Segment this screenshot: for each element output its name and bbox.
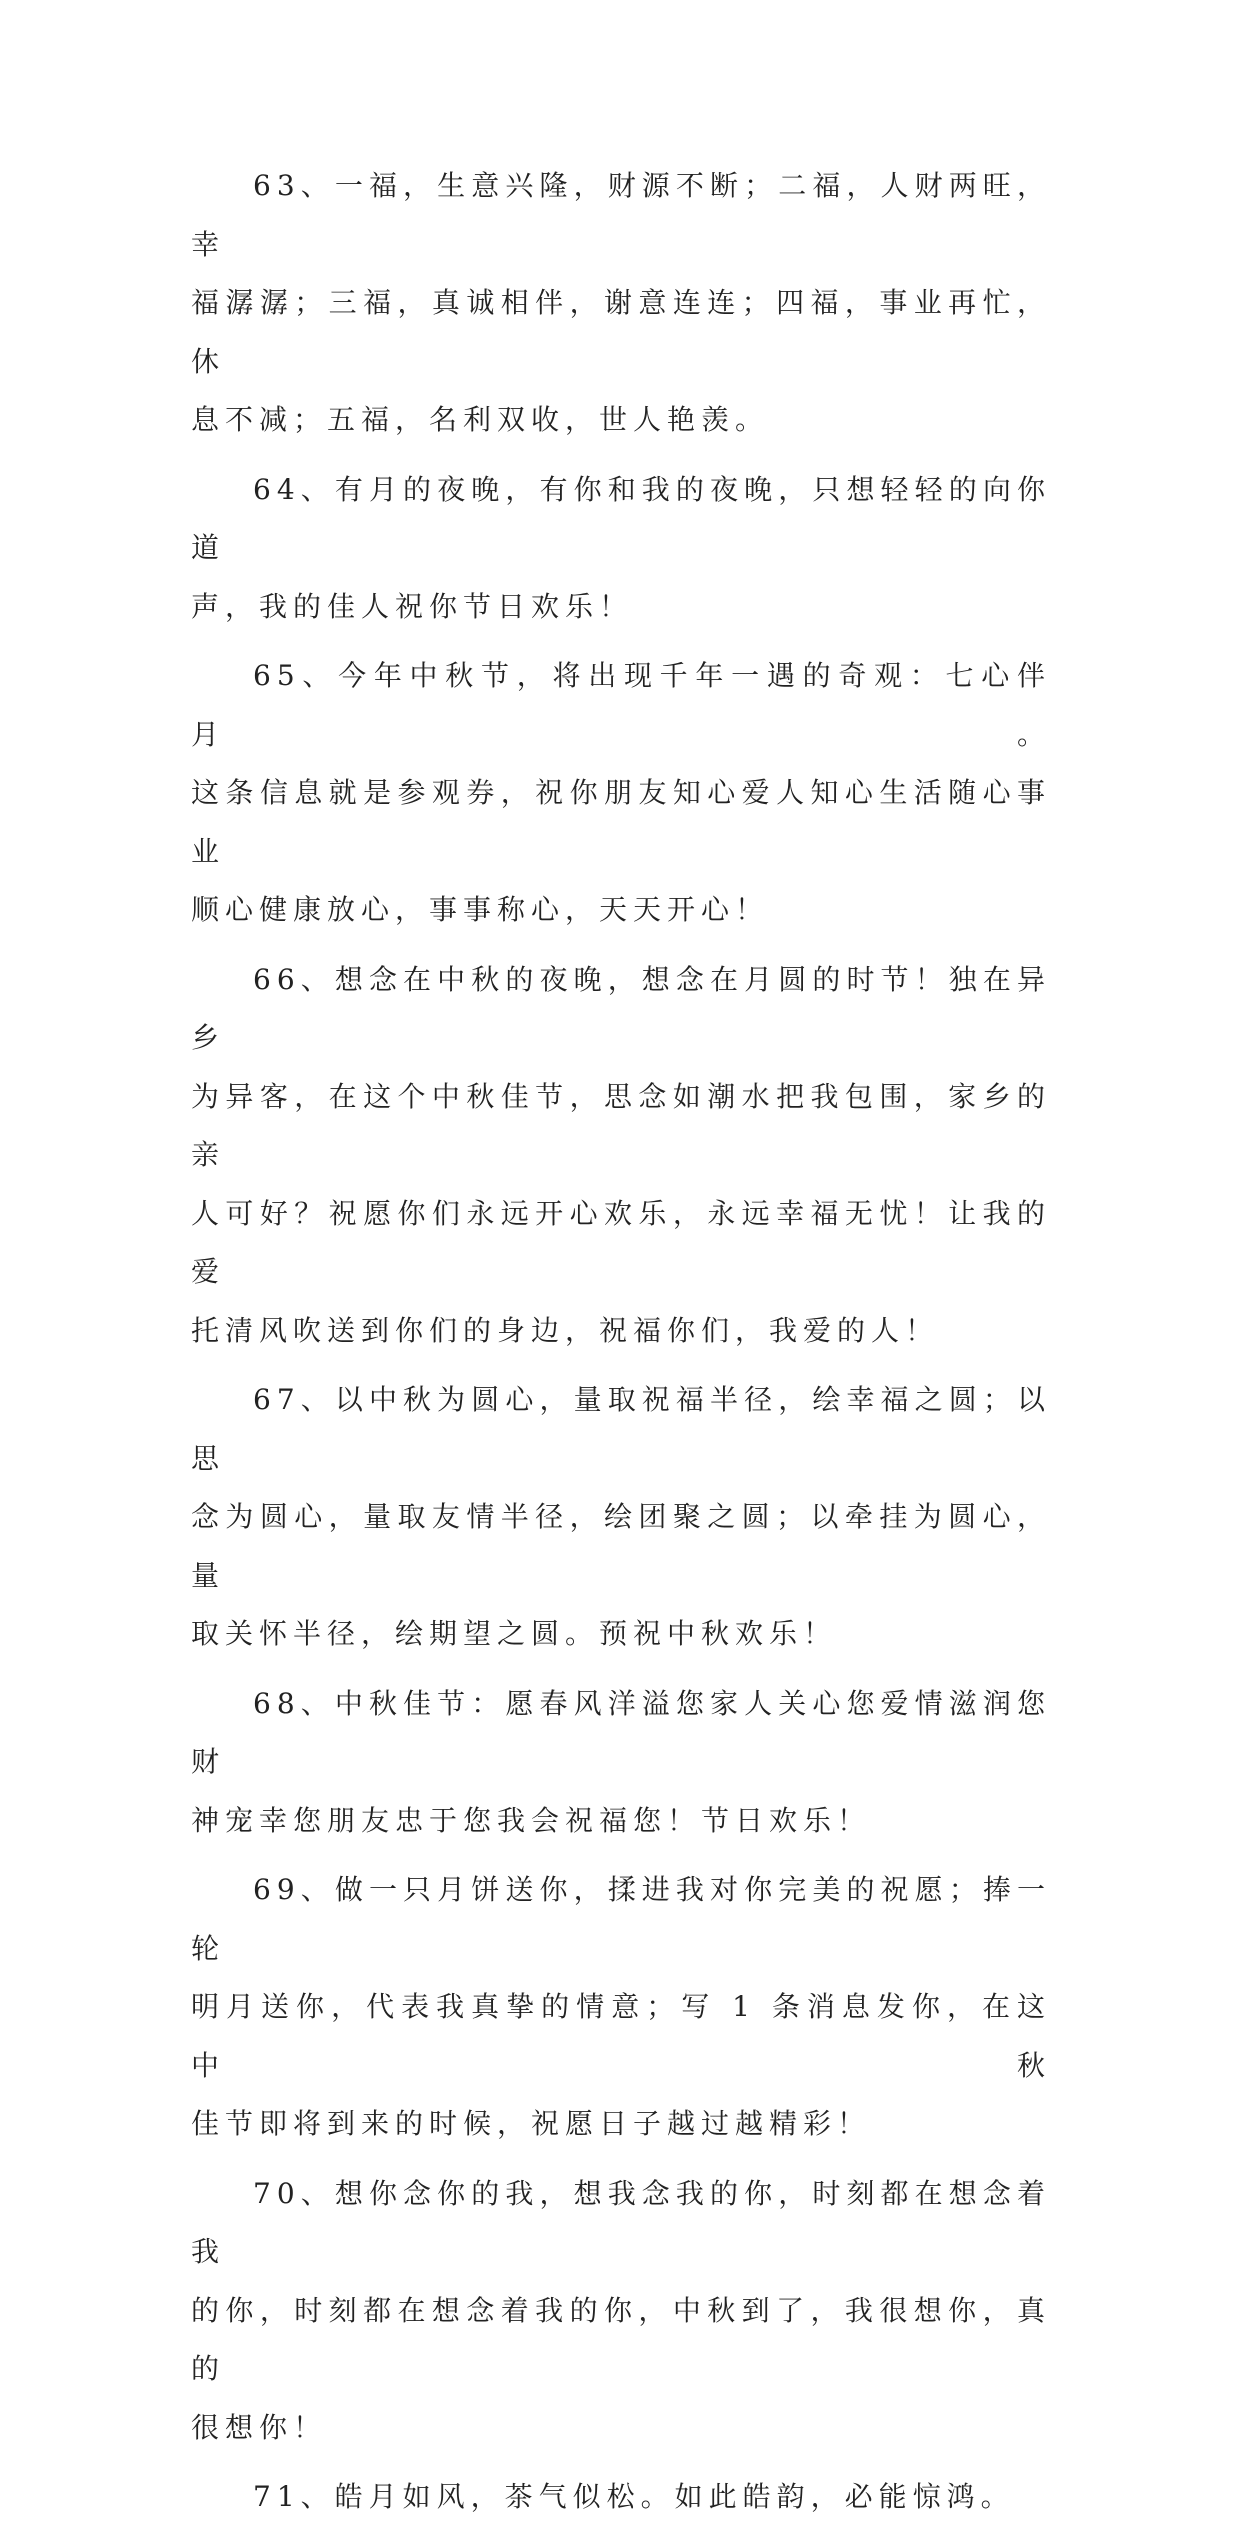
- paragraph-line: 69、做一只月饼送你，揉进我对你完美的祝愿；捧一轮: [191, 1873, 1051, 1965]
- document-body: [191, 157, 1051, 2538]
- paragraph-line: 为异客，在这个中秋佳节，思念如潮水把我包围，家乡的亲: [191, 1079, 1051, 1171]
- paragraph-line: 66、想念在中秋的夜晚，想念在月圆的时节！独在异乡: [191, 962, 1051, 1054]
- paragraph-69: [191, 1861, 1051, 2154]
- paragraph-64: [191, 461, 1051, 637]
- paragraph-line: 很想你！: [191, 2410, 328, 2444]
- paragraph-line: 65、今年中秋节，将出现千年一遇的奇观：七心伴月。: [191, 659, 1051, 751]
- paragraph-66: [191, 951, 1051, 1361]
- paragraph-line: 神宠幸您朋友忠于您我会祝福您！节日欢乐！: [191, 1803, 872, 1837]
- paragraph-63: [191, 157, 1051, 450]
- paragraph-line: 这条信息就是参观券，祝你朋友知心爱人知心生活随心事业: [191, 776, 1051, 868]
- paragraph-70: [191, 2165, 1051, 2458]
- paragraph-line: 声，我的佳人祝你节日欢乐！: [191, 589, 634, 623]
- paragraph-line: 67、以中秋为圆心，量取祝福半径，绘幸福之圆；以思: [191, 1383, 1051, 1475]
- paragraph-line: 顺心健康放心，事事称心，天天开心！: [191, 893, 770, 926]
- paragraph-line: 人可好？祝愿你们永远开心欢乐，永远幸福无忧！让我的爱: [191, 1196, 1051, 1288]
- paragraph-line: 64、有月的夜晚，有你和我的夜晚，只想轻轻的向你道: [191, 472, 1051, 564]
- paragraph-68: [191, 1675, 1051, 1851]
- paragraph-line: 63、一福，生意兴隆，财源不断；二福，人财两旺，幸: [191, 169, 1051, 261]
- paragraph-line: 福潺潺；三福，真诚相伴，谢意连连；四福，事业再忙，休: [191, 286, 1051, 378]
- paragraph-line: 的你，时刻都在想念着我的你，中秋到了，我很想你，真的: [191, 2293, 1051, 2385]
- paragraph-line: 念为圆心，量取友情半径，绘团聚之圆；以牵挂为圆心，量: [191, 1500, 1051, 1592]
- paragraph-line: 托清风吹送到你们的身边，祝福你们，我爱的人！: [191, 1313, 940, 1347]
- paragraph-line: 71、皓月如风，茶气似松。如此皓韵，必能惊鸿。: [253, 2480, 1015, 2513]
- paragraph-line: 68、中秋佳节：愿春风洋溢您家人关心您爱情滋润您财: [191, 1686, 1051, 1778]
- paragraph-line: 取关怀半径，绘期望之圆。预祝中秋欢乐！: [191, 1617, 838, 1650]
- paragraph-67: [191, 1371, 1051, 1664]
- paragraph-line: 息不减；五福，名利双收，世人艳羡。: [191, 403, 770, 436]
- paragraph-line: 70、想你念你的我，想我念我的你，时刻都在想念着我: [191, 2176, 1051, 2268]
- paragraph-65: [191, 647, 1051, 940]
- paragraph-line: 明月送你，代表我真挚的情意；写 1 条消息发你，在这中秋: [191, 1990, 1051, 2082]
- paragraph-line: 佳节即将到来的时候，祝愿日子越过越精彩！: [191, 2107, 872, 2140]
- paragraph-71: [191, 2468, 1051, 2527]
